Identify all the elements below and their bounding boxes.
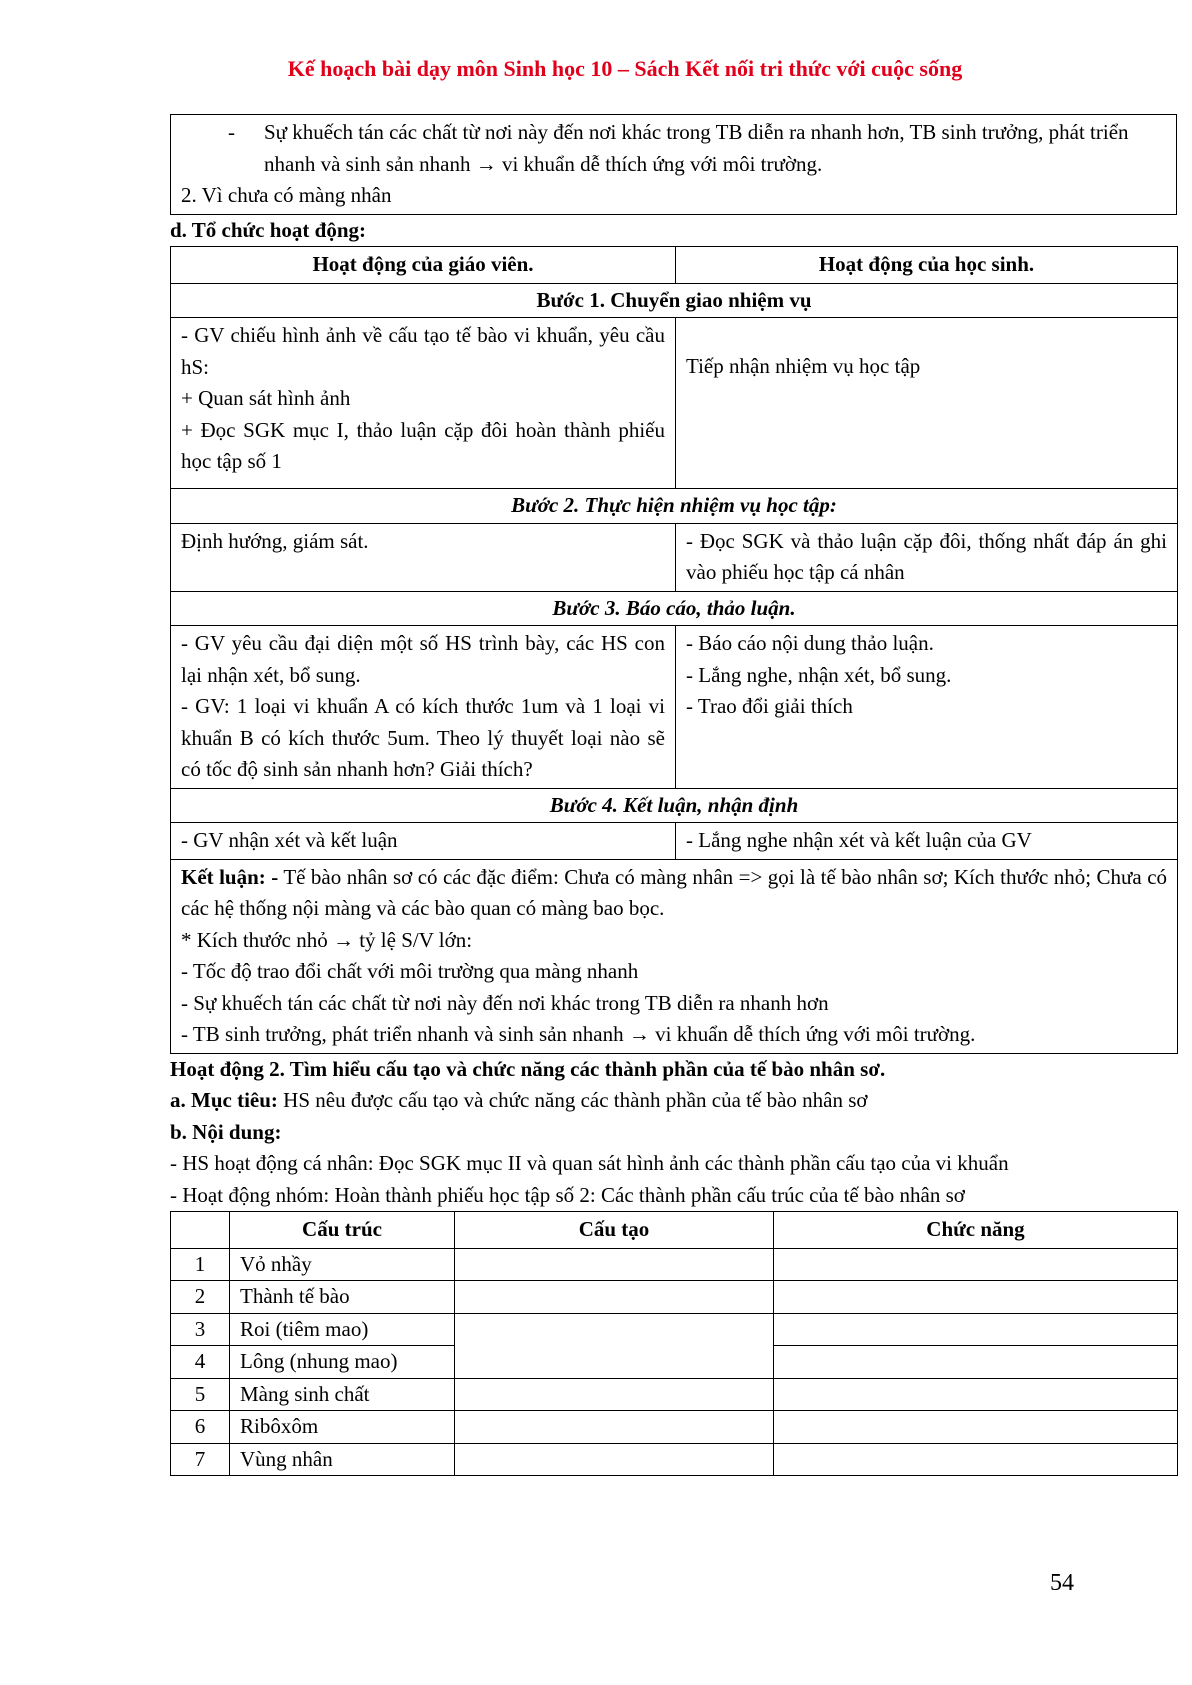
row-structure-cell	[455, 1411, 774, 1444]
conclusion-line: - Tốc độ trao đổi chất với môi trường qua màng nhanh	[181, 959, 639, 983]
row-function-cell	[774, 1378, 1178, 1411]
step4-student: - Lắng nghe nhận xét và kết luận của GV	[676, 823, 1178, 860]
step2-teacher: Định hướng, giám sát.	[171, 523, 676, 591]
worksheet-header: Cấu tạo	[455, 1212, 774, 1249]
step3-title: Bước 3. Báo cáo, thảo luận.	[171, 591, 1178, 626]
worksheet-header: Chức năng	[774, 1212, 1178, 1249]
row-structure: Roi (tiêm mao)	[230, 1313, 455, 1346]
table-row	[171, 1411, 1178, 1444]
goal-label: a. Mục tiêu:	[170, 1088, 278, 1112]
goal-text: HS nêu được cấu tạo và chức năng các thành phần của tế bào nhân sơ	[277, 1088, 868, 1112]
table-row	[171, 1443, 1178, 1476]
row-structure-cell	[455, 1378, 774, 1411]
row-structure: Ribôxôm	[230, 1411, 455, 1444]
row-function-cell	[774, 1411, 1178, 1444]
step3-student-line: - Lắng nghe, nhận xét, bổ sung.	[686, 662, 952, 687]
row-structure-cell	[455, 1248, 774, 1281]
row-structure: Thành tế bào	[230, 1281, 455, 1314]
row-number: 3	[171, 1313, 230, 1346]
conclusion-line: - TB sinh trưởng, phát triển nhanh và sinh sản nhanh → vi khuẩn dễ thích ứng với môi trường.	[181, 1022, 976, 1046]
step1-title: Bước 1. Chuyển giao nhiệm vụ	[171, 283, 1178, 318]
row-structure: Vùng nhân	[230, 1443, 455, 1476]
step3-teacher-line: - GV yêu cầu đại diện một số HS trình bày, các HS con lại nhận xét, bổ sung.	[181, 631, 665, 687]
activity-table	[170, 246, 1178, 1054]
worksheet-header	[171, 1212, 230, 1249]
conclusion-text: Tế bào nhân sơ có các đặc điểm: Chưa có màng nhân => gọi là tế bào nhân sơ; Kích thước nhỏ; Chưa có các hệ thống nội màng và các bào quan có màng bao bọc.	[181, 864, 1168, 920]
step4-title: Bước 4. Kết luận, nhận định	[171, 788, 1178, 823]
conclusion-line: * Kích thước nhỏ → tỷ lệ S/V lớn:	[181, 927, 473, 952]
step3-student-line: - Báo cáo nội dung thảo luận.	[686, 631, 934, 655]
row-number: 6	[171, 1411, 230, 1444]
page-header-title: Kế hoạch bài dạy môn Sinh học 10 – Sách Kết nối tri thức với cuộc sống	[287, 56, 963, 81]
step2-student: - Đọc SGK và thảo luận cặp đôi, thống nhất đáp án ghi vào phiếu học tập cá nhân	[676, 523, 1178, 591]
worksheet-header: Cấu trúc	[230, 1212, 455, 1249]
row-structure-cell-merged	[455, 1313, 774, 1378]
row-function-cell	[774, 1248, 1178, 1281]
conclusion-label: Kết luận: -	[181, 864, 279, 889]
row-function-cell	[774, 1443, 1178, 1476]
bullet-dash: -	[228, 120, 235, 144]
step1-student: Tiếp nhận nhiệm vụ học tập	[676, 318, 1178, 489]
step3-teacher-line: - GV: 1 loại vi khuẩn A có kích thước 1um và 1 loại vi khuẩn B có kích thước 5um. Theo lý thuyết loại nào sẽ có tốc độ sinh sản nhanh hơn? Giải thích?	[181, 694, 665, 781]
content-line: - Hoạt động nhóm: Hoàn thành phiếu học tập số 2: Các thành phần cấu trúc của tế bào nhân sơ	[170, 1182, 965, 1207]
row-structure: Vỏ nhầy	[230, 1248, 455, 1281]
bullet-text: Sự khuếch tán các chất từ nơi này đến nơi khác trong TB diễn ra nhanh hơn, TB sinh trưởng, phát triển nhanh và sinh sản nhanh → vi khuẩn dễ thích ứng với môi trường.	[264, 120, 1129, 176]
worksheet-table	[170, 1211, 1178, 1476]
row-number: 1	[171, 1248, 230, 1281]
content-label: b. Nội dung:	[170, 1119, 282, 1144]
row-structure: Lông (nhung mao)	[230, 1346, 455, 1379]
step1-teacher-line: + Quan sát hình ảnh	[181, 386, 351, 410]
table-row	[171, 1281, 1178, 1314]
row-function-cell	[774, 1281, 1178, 1314]
activity2-goal	[170, 1085, 1177, 1117]
step4-teacher: - GV nhận xét và kết luận	[171, 823, 676, 860]
table-row	[171, 1378, 1178, 1411]
col-header-teacher: Hoạt động của giáo viên.	[171, 247, 676, 284]
step1-teacher-line: + Đọc SGK mục I, thảo luận cặp đôi hoàn thành phiếu học tập số 1	[181, 417, 665, 473]
section-d-heading: d. Tổ chức hoạt động:	[170, 217, 367, 242]
answer-bullet	[181, 117, 1166, 180]
row-structure-cell	[455, 1281, 774, 1314]
row-function-cell	[774, 1313, 1178, 1346]
step3-student-line: - Trao đổi giải thích	[686, 694, 853, 718]
row-structure: Màng sinh chất	[230, 1378, 455, 1411]
page-number: 54	[1050, 1570, 1074, 1596]
table-row	[171, 1313, 1178, 1346]
row-structure-cell	[455, 1443, 774, 1476]
page-content	[170, 114, 1177, 1476]
col-header-student: Hoạt động của học sinh.	[676, 247, 1178, 284]
step1-teacher-line: - GV chiếu hình ảnh về cấu tạo tế bào vi khuẩn, yêu cầu hS:	[181, 323, 665, 379]
table-row	[171, 1248, 1178, 1281]
activity2-title: Hoạt động 2. Tìm hiểu cấu tạo và chức năng các thành phần của tế bào nhân sơ.	[170, 1056, 886, 1081]
row-number: 4	[171, 1346, 230, 1379]
answer-2: 2. Vì chưa có màng nhân	[181, 183, 392, 207]
row-number: 2	[171, 1281, 230, 1314]
row-number: 7	[171, 1443, 230, 1476]
conclusion-cell	[171, 859, 1178, 1053]
row-number: 5	[171, 1378, 230, 1411]
conclusion-line: - Sự khuếch tán các chất từ nơi này đến nơi khác trong TB diễn ra nhanh hơn	[181, 990, 829, 1015]
row-function-cell	[774, 1346, 1178, 1379]
answer-box	[170, 114, 1177, 215]
content-line: - HS hoạt động cá nhân: Đọc SGK mục II và quan sát hình ảnh các thành phần cấu tạo của vi khuẩn	[170, 1151, 1009, 1175]
step2-title: Bước 2. Thực hiện nhiệm vụ học tập:	[171, 489, 1178, 524]
